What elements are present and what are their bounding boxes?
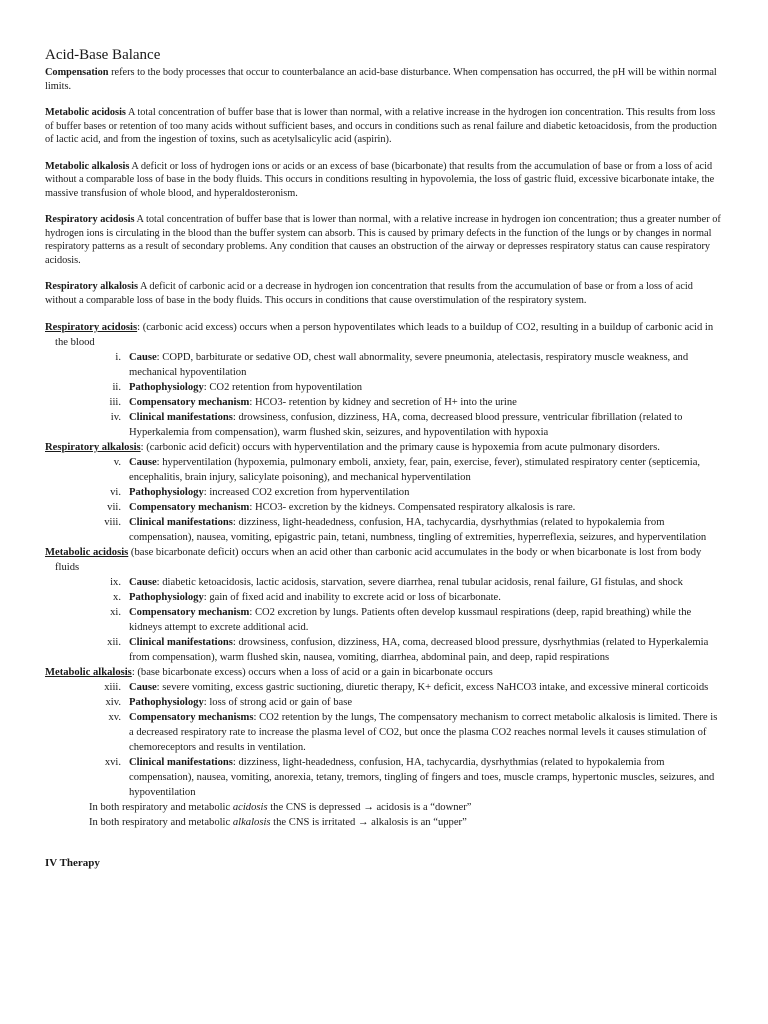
definition-term: Metabolic alkalosis: [45, 160, 130, 172]
list-number: iv.: [110, 412, 121, 423]
list-item: [45, 695, 723, 710]
list-number: xi.: [110, 607, 121, 618]
item-text: : hyperventilation (hypoxemia, pulmonary emboli, anxiety, fear, pain, exercise, fever), stimulated respiratory center (septicemia, encephalitis, brain injury, salicylate poisoning), and mechanical hyperventilation: [129, 457, 701, 483]
item-label: Compensatory mechanisms: [129, 712, 254, 723]
item-text: : dizziness, light-headedness, confusion, HA, tachycardia, dysrhythmias (related to hypokalemia from compensation), nausea, vomiting, anorexia, tetany, tremors, tingling of fingers and toes, muscle cramps, hypertonic muscles, seizures, and hypoventilation: [129, 757, 715, 798]
list-item: [45, 635, 723, 665]
item-text: : CO2 retention by the lungs, The compensatory mechanism to correct metabolic alkalosis is limited. There is a decreased respiratory rate to increase the plasma level of CO2, but once the plasma CO2 reaches normal levels it causes stimulation of chemoreceptors and results in ventilation.: [129, 712, 718, 753]
item-label: Cause: [129, 577, 157, 588]
item-text: : severe vomiting, excess gastric suctioning, diuretic therapy, K+ deficit, excess NaHCO3 intake, and excessive mineral corticoids: [156, 682, 709, 693]
list-item: [45, 515, 723, 545]
list-item: [45, 605, 723, 635]
item-text: : loss of strong acid or gain of base: [203, 697, 353, 708]
note-alkalosis: [89, 815, 723, 830]
list-number: xiii.: [104, 682, 121, 693]
section-description: : (carbonic acid deficit) occurs with hyperventilation and the primary cause is hypoxemia from acute pulmonary disorders.: [140, 442, 660, 453]
item-text: : increased CO2 excretion from hyperventilation: [203, 487, 410, 498]
section-heading-term: Respiratory acidosis: [45, 322, 138, 333]
item-label: Compensatory mechanism: [129, 397, 250, 408]
definition-term: Metabolic acidosis: [45, 107, 126, 118]
section-heading-term: Metabolic acidosis: [45, 547, 129, 558]
item-label: Pathophysiology: [129, 697, 204, 708]
item-text: : CO2 excretion by lungs. Patients often develop kussmaul respirations (deep, rapid breathing) while the kidneys attempt to excrete additional acid.: [129, 607, 692, 633]
item-label: Cause: [129, 457, 157, 468]
section-heading: [45, 440, 723, 455]
list-item: [45, 410, 723, 440]
page-title: Acid-Base Balance: [45, 47, 161, 63]
section-respiratory-acidosis: [45, 320, 723, 440]
list-item: [45, 350, 723, 380]
note-acidosis: [89, 800, 723, 815]
section-heading: [45, 665, 723, 680]
section-heading: [45, 545, 723, 575]
section-metabolic-acidosis: [45, 545, 723, 665]
section-heading: [45, 320, 723, 350]
list-number: vi.: [110, 487, 121, 498]
list-number: v.: [113, 457, 121, 468]
section-metabolic-alkalosis: [45, 665, 723, 800]
document-page: [45, 46, 723, 869]
item-label: Cause: [129, 352, 157, 363]
list-item: [45, 680, 723, 695]
next-section-heading: IV Therapy: [45, 857, 100, 869]
definition-metabolic-acidosis: [45, 106, 723, 147]
note-emphasis: alkalosis: [232, 817, 271, 828]
item-text: : HCO3- retention by kidney and secretion of H+ into the urine: [249, 397, 517, 408]
section-description: : (base bicarbonate excess) occurs when a loss of acid or a gain in bicarbonate occurs: [131, 667, 493, 678]
item-label: Compensatory mechanism: [129, 502, 250, 513]
list-number: ix.: [110, 577, 121, 588]
list-item: [45, 485, 723, 500]
section-respiratory-alkalosis: [45, 440, 723, 545]
note-text: the CNS is irritated → alkalosis is an “upper”: [270, 817, 467, 828]
item-label: Pathophysiology: [129, 592, 204, 603]
section-heading-term: Metabolic alkalosis: [45, 667, 132, 678]
list-number: x.: [113, 592, 121, 603]
item-text: : gain of fixed acid and inability to excrete acid or loss of bicarbonate.: [203, 592, 501, 603]
item-label: Pathophysiology: [129, 487, 204, 498]
item-label: Clinical manifestations: [129, 412, 233, 423]
definition-term: Respiratory alkalosis: [45, 281, 138, 292]
item-text: : COPD, barbiturate or sedative OD, chest wall abnormality, severe pneumonia, atelectasis, respiratory muscle weakness, and mechanical hypoventilation: [129, 352, 689, 378]
list-number: xiv.: [105, 697, 121, 708]
definition-text: A total concentration of buffer base that is lower than normal, with a relative increase in hydrogen ion concentration; thus a greater number of hydrogen ions is circulating in the blood than the buffer system can absorb. This is caused by primary defects in the function of the lungs or by changes in normal respiratory patterns as a result of secondary problems. Any condition that causes an obstruction of the airway or depresses respiratory status can cause respiratory acidosis.: [45, 214, 721, 266]
note-text: the CNS is depressed → acidosis is a “downer”: [267, 802, 472, 813]
section-list: [45, 575, 723, 665]
list-item: [45, 395, 723, 410]
list-number: xv.: [108, 712, 121, 723]
definition-term: Compensation: [45, 67, 109, 78]
definition-term: Respiratory acidosis: [45, 214, 135, 225]
section-list: [45, 680, 723, 800]
section-description: : (carbonic acid excess) occurs when a person hypoventilates which leads to a buildup of CO2, resulting in a buildup of carbonic acid in the blood: [55, 322, 714, 348]
definition-respiratory-acidosis: [45, 213, 723, 267]
list-number: xii.: [107, 637, 121, 648]
list-item: [45, 500, 723, 515]
item-label: Compensatory mechanism: [129, 607, 250, 618]
definition-metabolic-alkalosis: [45, 160, 723, 201]
section-list: [45, 350, 723, 440]
list-item: [45, 575, 723, 590]
item-label: Pathophysiology: [129, 382, 204, 393]
item-text: : diabetic ketoacidosis, lactic acidosis, starvation, severe diarrhea, renal tubular acidosis, renal failure, GI fistulas, and shock: [156, 577, 683, 588]
item-text: : HCO3- excretion by the kidneys. Compensated respiratory alkalosis is rare.: [249, 502, 576, 513]
list-item: [45, 380, 723, 395]
item-label: Cause: [129, 682, 157, 693]
list-item: [45, 755, 723, 800]
note-text: In both respiratory and metabolic: [89, 802, 233, 813]
section-heading-term: Respiratory alkalosis: [45, 442, 141, 453]
section-description: (base bicarbonate deficit) occurs when an acid other than carbonic acid accumulates in the body or when bicarbonate is lost from body fluids: [55, 547, 702, 573]
item-label: Clinical manifestations: [129, 757, 233, 768]
list-number: viii.: [104, 517, 121, 528]
item-text: : CO2 retention from hypoventilation: [203, 382, 363, 393]
cns-notes: [45, 800, 723, 830]
list-number: vii.: [107, 502, 121, 513]
definition-text: A deficit or loss of hydrogen ions or acids or an excess of base (bicarbonate) that results from the accumulation of base or from a loss of acid without a comparable loss of base in the body fluids. This occurs in conditions resulting in hypovolemia, the loss of gastric fluid, excessive bicarbonate intake, the massive transfusion of whole blood, and hyperaldosteronism.: [45, 160, 715, 199]
definition-text: A deficit of carbonic acid or a decrease in hydrogen ion concentration that results from the accumulation of base or from a loss of acid without a comparable loss of base in the body fluids. This occurs in conditions that cause overstimulation of the respiratory system.: [45, 281, 693, 306]
item-label: Clinical manifestations: [129, 637, 233, 648]
definition-respiratory-alkalosis: [45, 280, 723, 307]
note-emphasis: acidosis: [232, 802, 268, 813]
definitions: [45, 66, 723, 307]
list-item: [45, 455, 723, 485]
list-number: i.: [115, 352, 121, 363]
list-item: [45, 710, 723, 755]
item-text: : drowsiness, confusion, dizziness, HA, coma, decreased blood pressure, dysrhythmias (related to Hyperkalemia from compensation), warm flushed skin, nausea, vomiting, diarrhea, abdominal pain, and deep, rapid respirations: [129, 637, 709, 663]
item-text: : dizziness, light-headedness, confusion, HA, tachycardia, dysrhythmias (related to hypokalemia from compensation), nausea, vomiting, epigastric pain, tetani, numbness, tingling of extremities, hyperreflexia, seizures, and hyperventilation: [129, 517, 707, 543]
item-label: Clinical manifestations: [129, 517, 233, 528]
definition-text: refers to the body processes that occur to counterbalance an acid-base disturbance. When compensation has occurred, the pH will be within normal limits.: [45, 67, 717, 92]
list-number: iii.: [109, 397, 121, 408]
list-number: xvi.: [104, 757, 121, 768]
section-list: [45, 455, 723, 545]
list-item: [45, 590, 723, 605]
list-number: ii.: [112, 382, 121, 393]
note-text: In both respiratory and metabolic: [89, 817, 233, 828]
definition-compensation: [45, 66, 723, 93]
definition-text: A total concentration of buffer base that is lower than normal, with a relative increase in the hydrogen ion concentration. This results from loss of buffer bases or retention of too many acids without sufficient bases, and occurs in conditions such as renal failure and diabetic ketoacidosis, from the production of lactic acid, and from the ingestion of toxins, such as acetylsalicylic acid (aspirin).: [45, 107, 717, 145]
item-text: : drowsiness, confusion, dizziness, HA, coma, decreased blood pressure, ventricular fibrillation (related to Hyperkalemia from compensation), warm flushed skin, seizures, and hypoventilation with hypoxia: [129, 412, 683, 438]
